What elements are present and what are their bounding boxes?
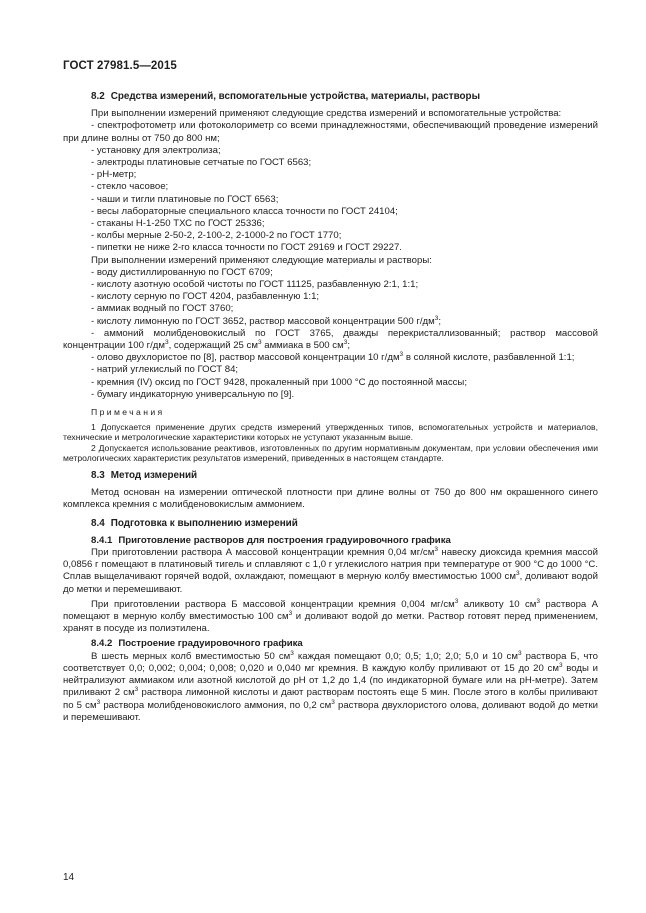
list-item: - натрий углекислый по ГОСТ 84; xyxy=(91,364,239,376)
section-8-2-heading: 8.2 Средства измерений, вспомогательные устройства, материалы, растворы xyxy=(91,91,481,102)
section-8-4-heading: 8.4 Подготовка к выполнению измерений xyxy=(91,517,298,529)
solution-a-paragraph: При приготовлении раствора А массовой концентрации кремния 0,04 $мг/см^3$ навеску диоксида кремния массой 0,0856 г помещают в платиновый тигель и сплавляют с 1,0 г углекислого натрия при температуре от 900 °С до 1000 °С. Сплав выщелачивают горячей водой, охлаждают, помещают в мерную колбу вместимостью 1000 $см^3$, доливают водой до метки и перемешивают. xyxy=(63,546,598,595)
equipment-list xyxy=(63,120,598,254)
list-item: - олово двухлористое по [8], раствор массовой концентрации 10 $г/дм^3$ в соляной кислоте, разбавленной 1:1; xyxy=(91,351,575,364)
section-8-4-2-heading: 8.4.2 Построение градуировочного графика xyxy=(91,638,303,650)
section-8-3-heading: 8.3 Метод измерений xyxy=(91,470,198,482)
list-item: - аммоний молибденовокислый по ГОСТ 3765, дважды перекристаллизованный; раствор массовой концентрации 100 $г/дм^3$, содержащий 25 $см^3$ аммиака в 500 $см^3$; xyxy=(63,327,598,352)
list-item: - кислоту лимонную по ГОСТ 3652, раствор массовой концентрации 500 $г/дм^3$; xyxy=(91,314,442,327)
list-item: - стаканы Н-1-250 ТХС по ГОСТ 25336; xyxy=(91,218,265,230)
list-item: - стекло часовое; xyxy=(91,181,169,193)
section-8-4-1-heading: 8.4.1 Приготовление растворов для построения градуировочного графика xyxy=(91,534,451,546)
page-content xyxy=(63,91,598,724)
notes-title: Примечания xyxy=(91,407,165,418)
s83-text: Метод основан на измерении оптической плотности при длине волны от 750 до 800 нм окрашенного синего комплекса кремния с молибденовокислым аммонием. xyxy=(63,487,598,511)
list-item: - чаши и тигли платиновые по ГОСТ 6563; xyxy=(91,193,279,205)
list-item: - весы лабораторные специального класса точности по ГОСТ 24104; xyxy=(91,205,398,217)
materials-intro: При выполнении измерений применяют следующие материалы и растворы: xyxy=(91,254,432,266)
materials-list xyxy=(63,267,598,401)
solution-b-paragraph: При приготовлении раствора Б массовой концентрации кремния 0,004 $мг/см^3$ аликвоту 10 $см^3$ раствора А помещают в мерную колбу вместимостью 100 $см^3$ и доливают водой до метки. Раствор готовят перед применением, хранят в посуде из полиэтилена. xyxy=(63,597,599,635)
standard-header: ГОСТ 27981.5—2015 xyxy=(63,60,177,72)
list-item: - кислоту азотную особой чистоты по ГОСТ 11125, разбавленную 2:1, 1:1; xyxy=(91,279,419,291)
list-item: - пипетки не ниже 2-го класса точности по ГОСТ 29169 и ГОСТ 29227. xyxy=(91,242,402,254)
list-item: - аммиак водный по ГОСТ 3760; xyxy=(91,303,234,315)
list-item: - кислоту серную по ГОСТ 4204, разбавленную 1:1; xyxy=(91,291,320,303)
list-item: - колбы мерные 2-50-2, 2-100-2, 2-1000-2 по ГОСТ 1770; xyxy=(91,230,342,242)
list-item: - бумагу индикаторную универсальную по [9]. xyxy=(91,388,295,400)
note-2: 2 Допускается использование реактивов, изготовленных по другим нормативным документам, при условии обеспечения ими метрологических характеристик результатов измерений, приведенных в настоящем стандарте. xyxy=(63,442,598,464)
calibration-paragraph: В шесть мерных колб вместимостью 50 $см^3$ каждая помещают 0,0; 0,5; 1,0; 2,0; 5,0 и 10 $см^3$ раствора Б, что соответствует 0,0; 0,002; 0,004; 0,008; 0,020 и 0,040 мг кремния. В каждую колбу приливают от 15 до 20 $см^3$ воды и нейтрализуют аммиаком или азотной кислотой до рН от 1,2 до 1,4 (по индикаторной бумаге или на рН-метре). Затем приливают 2 $см^3$ раствора лимонной кислоты и дают растворам постоять еще 5 мин. После этого в колбы приливают по 5 $см^3$ раствора молибденовокислого аммония, по 0,2 $см^3$ раствора двухлористого олова, доливают водой до метки и перемешивают. xyxy=(63,649,599,723)
notes-block xyxy=(63,407,598,464)
list-item: - рН-метр; xyxy=(91,169,137,181)
list-item: - кремния (IV) оксид по ГОСТ 9428, прокаленный при 1000 °С до постоянной массы; xyxy=(91,376,467,388)
s82-intro: При выполнении измерений применяют следующие средства измерений и вспомогательные устройства: xyxy=(91,108,562,120)
list-item: - электроды платиновые сетчатые по ГОСТ 6563; xyxy=(91,157,312,169)
list-item: - воду дистиллированную по ГОСТ 6709; xyxy=(91,266,273,278)
page-number: 14 xyxy=(63,872,75,883)
list-item: - спектрофотометр или фотоколориметр со всеми принадлежностями, обеспечивающий проведение измерений при длине волны от 750 до 800 нм; xyxy=(63,120,598,144)
list-item: - установку для электролиза; xyxy=(91,144,221,156)
note-1: 1 Допускается применение других средств измерений утвержденных типов, вспомогательных устройств и материалов, технические и метрологические характеристики которых не уступают указанным выше. xyxy=(63,421,598,443)
